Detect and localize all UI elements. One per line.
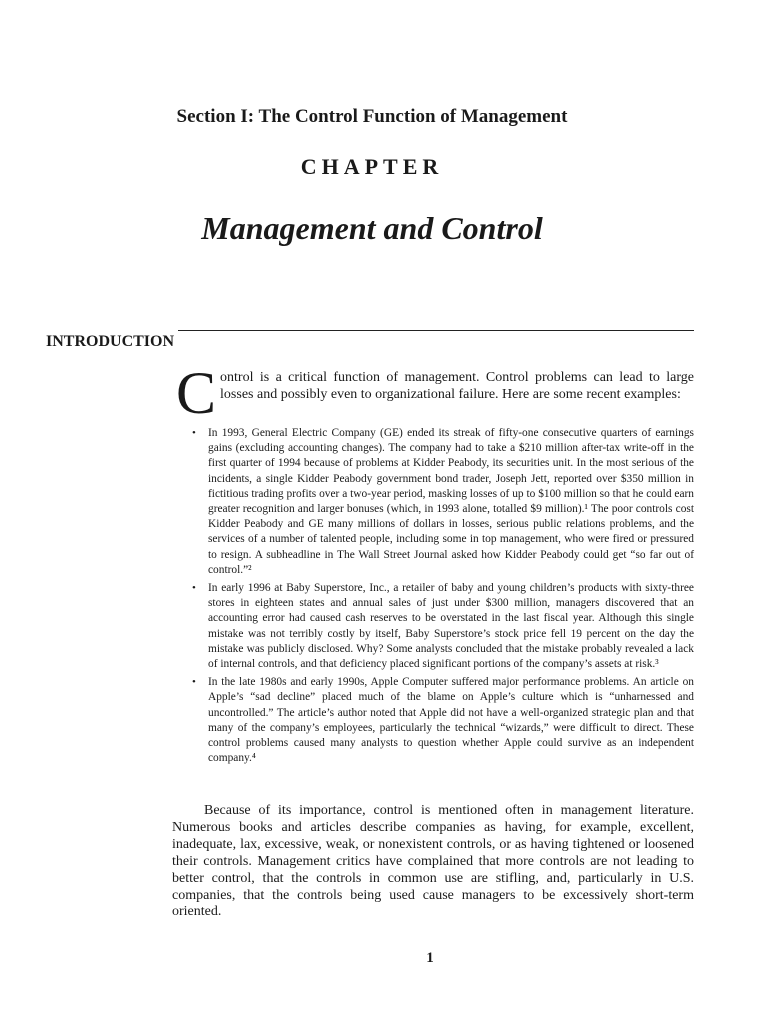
bullet-icon: • — [192, 582, 196, 595]
horizontal-rule — [178, 330, 694, 331]
closing-paragraph: Because of its importance, control is mentioned often in management literature. Numerous books and articles describe companies as having, for example, excellent, inadequate, lax, excessive, weak, or nonexistent controls, or as having tightened or loosened their controls. Management critics have complained that more controls are not leading to better control, that the controls in common use are stifling, and, particularly in U.S. companies, that the controls being used cause managers to be excessively short-term oriented. — [172, 803, 694, 920]
page-number: 1 — [426, 950, 434, 966]
list-item-text: In the late 1980s and early 1990s, Apple Computer suffered major performance problems. An article on Apple’s “sad decline” placed much of the blame on Apple’s culture which is “unharnessed and uncontrolled.” The article’s author noted that Apple did not have a well-organized strategic plan and that many of the company’s employees, particularly the technical “wizards,” were difficult to direct. These control problems caused many analysts to question whether Apple could survive as an independent company.⁴ — [208, 676, 694, 765]
list-item — [190, 581, 694, 672]
dropcap: C — [176, 360, 217, 426]
bullet-icon: • — [192, 427, 196, 439]
opening-text: ontrol is a critical function of management. Control problems can lead to large losses and possibly even to organizational failure. Here are some recent examples: — [220, 370, 694, 402]
examples-list — [190, 426, 694, 769]
list-item — [190, 426, 694, 578]
list-item-text: In 1993, General Electric Company (GE) ended its streak of fifty-one consecutive quarters of earnings gains (excluding accounting changes). The company had to take a $210 million after-tax write-off in the first quarter of 1994 because of problems at Kidder Peabody, its securities unit. In the most serious of the incidents, a single Kidder Peabody government bond trader, Joseph Jett, reported over $350 million in fictitious trading profits over a two-year period, masking losses of up to $100 million so that he could earn greater recognition and larger bonuses (which, in 1993 alone, totalled $9 million).¹ The poor controls cost Kidder Peabody and GE many millions of dollars in losses, serious public relations problems, and the services of a number of talented people, including some in top management, who were fired or pressured to resign. A subheadline in The Wall Street Journal asked how Kidder Peabody could get “so far out of control.”² — [208, 427, 694, 576]
list-item — [190, 675, 694, 766]
chapter-title: Management and Control — [201, 210, 543, 246]
opening-paragraph — [176, 360, 694, 426]
intro-heading: INTRODUCTION — [46, 333, 175, 350]
bullet-icon: • — [192, 676, 196, 689]
section-title: Section I: The Control Function of Management — [176, 106, 568, 127]
list-item-text: In early 1996 at Baby Superstore, Inc., a retailer of baby and young children’s products with sixty-three stores in eighteen states and annual sales of just under $300 million, managers discovered that an accounting error had caused cash reserves to be overstated in the last fiscal year. Although this single mistake was not terribly costly by itself, Baby Superstore’s stock price fell 19 percent on the day the mistake was publicly disclosed. Why? Some analysts concluded that the mistake probably revealed a lack of internal controls, and that deficiency placed significant portions of the company’s assets at risk.³ — [208, 582, 694, 671]
chapter-label: CHAPTER — [300, 154, 444, 179]
